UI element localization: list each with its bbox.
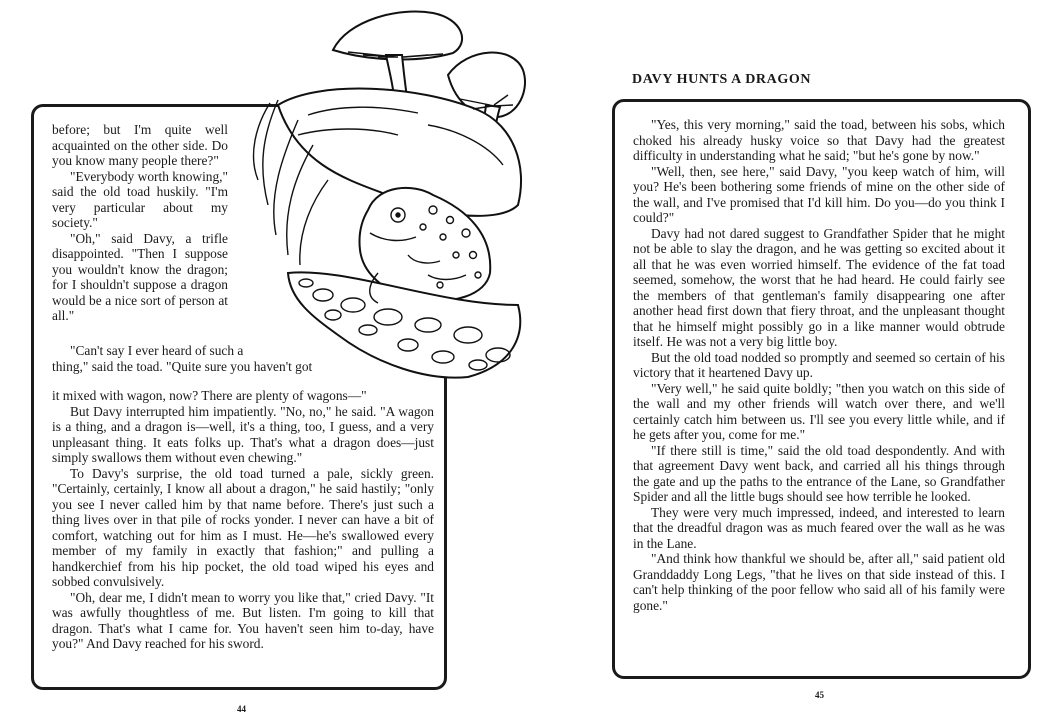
paragraph: They were very much impressed, indeed, and interested to learn that the dreadful dragon was as much feared over the wall as he was in the Lane. bbox=[633, 504, 1005, 551]
paragraph: before; but I'm quite well acquainted on the other side. Do you know many people there?" bbox=[52, 122, 228, 168]
paragraph: To Davy's surprise, the old toad turned a pale, sickly green. "Certainly, certainly, I know all about a dragon," he said hastily; "only you see I never called him by that name before. There's just such a thing lives over in that pile of rocks yonder. I never can have a bit of comfort, watching out for him as I must. He—he's swallowed every member of my family in exactly that fashion;" and pulling a handkerchief from his hip pocket, the old toad wiped his eyes and sobbed convulsively. bbox=[52, 465, 434, 589]
text-line: "Can't say I ever heard of such a bbox=[70, 343, 244, 358]
paragraph: "Well, then, see here," said Davy, "you keep watch of him, will you? He's been bothering some friends of mine on the other side of the wall, and I've promised that I'd kill him. Do you—do you think I could?" bbox=[633, 163, 1005, 225]
paragraph: But the old toad nodded so promptly and seemed so certain of his victory that it heartened Davy up. bbox=[633, 349, 1005, 380]
paragraph: "Oh," said Davy, a trifle disappointed. "Then I suppose you wouldn't know the dragon; for I shouldn't suppose a dragon would be a nice sort of person at all." bbox=[52, 230, 228, 323]
paragraph: Davy had not dared suggest to Grandfather Spider that he might not be able to slay the dragon, and he was getting so excited about it all that he was even worried himself. The evidence of the fat toad seemed, somehow, the worst that he had heard. He could fairly see the members of that gentleman's family disappearing one after another head first down that fiery throat, and the unpleasant thought that he himself might possibly go in a like manner would obtrude itself. He was not a very big little boy. bbox=[633, 225, 1005, 349]
paragraph: "Everybody worth knowing," said the old toad huskily. "I'm very particular about my society." bbox=[52, 168, 228, 230]
paragraph: "Yes, this very morning," said the toad, between his sobs, which choked his already husky voice so that Davy had the greatest difficulty in understanding what he said; "but he's gone by now." bbox=[633, 117, 1005, 163]
text-line: thing," said the toad. "Quite sure you haven't got bbox=[52, 358, 313, 374]
running-head: DAVY HUNTS A DRAGON bbox=[632, 72, 812, 87]
right-page bbox=[525, 0, 1050, 725]
paragraph: "Oh, dear me, I didn't mean to worry you like that," cried Davy. "It was awfully thoughtless of me. But listen. I'm going to kill that dragon. That's what I came for. You haven't seen him to-day, have you?" And Davy reached for his sword. bbox=[52, 589, 434, 651]
toad-under-mushrooms-illustration bbox=[228, 5, 530, 380]
page-number: 45 bbox=[815, 690, 824, 700]
page-number: 44 bbox=[237, 704, 246, 714]
paragraph: But Davy interrupted him impatiently. "No, no," he said. "A wagon is a thing, and a dragon is—well, it's a thing, too, I guess, and a very unpleasant thing. It eats folks up. That's what a dragon does—just simply swallows them without even chewing." bbox=[52, 403, 434, 465]
left-wide-column bbox=[52, 388, 434, 652]
paragraph: it mixed with wagon, now? There are plenty of wagons—" bbox=[52, 388, 367, 403]
paragraph: "And think how thankful we should be, after all," said patient old Granddaddy Long Legs, "that he lives on that side instead of this. I can't help thinking of the poor fellow who said all of his family were gone." bbox=[633, 551, 1005, 613]
paragraph: "Very well," he said quite boldly; "then you watch on this side of the wall and my other friends will watch over there, and we'll certainly catch him between us. I'll see you every little while, and if he gets after you, come for me." bbox=[633, 380, 1005, 442]
right-text-column bbox=[633, 117, 1005, 613]
left-narrow-column bbox=[52, 122, 228, 324]
paragraph: "If there still is time," said the old toad despondently. And with that agreement Davy went back, and carried all his things through the gate and up the paths to the entrance of the Lane, so Grandfather Spider and all the little bugs should see how terrible he looked. bbox=[633, 442, 1005, 504]
